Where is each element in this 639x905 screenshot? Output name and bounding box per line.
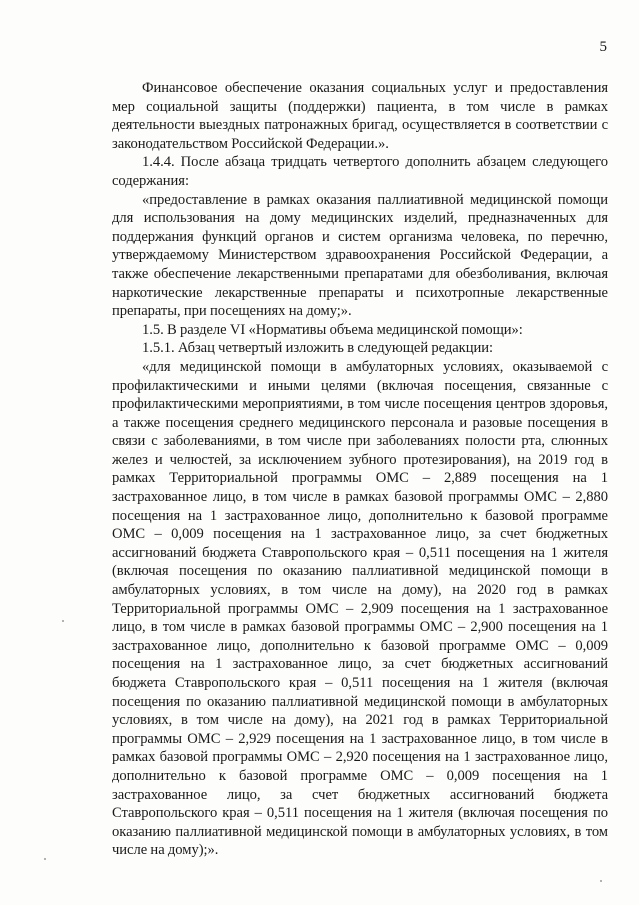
paragraph-1-4-4: 1.4.4. После абзаца тридцать четвертого дополнить абзацем следующего содержания:	[112, 154, 608, 189]
paragraph-1-5: 1.5. В разделе VI «Нормативы объема медицинской помощи»:	[142, 321, 523, 338]
scan-speck	[62, 620, 64, 622]
paragraph-1-5-1: 1.5.1. Абзац четвертый изложить в следующей редакции:	[142, 340, 493, 357]
document-body	[112, 79, 608, 860]
paragraph-palliative-supply: «предоставление в рамках оказания паллиативной медицинской помощи для использования на дому медицинских изделий, предназначенных для поддержания функций органов и систем организма человека, по перечню, утверждаемому Министерством здравоохранения Российской Федерации, а также обеспечение лекарственными препаратами для обезболивания, включая наркотические лекарственные препараты и психотропные лекарственные препараты, при посещениях на дому;».	[112, 191, 608, 320]
scan-speck	[44, 858, 46, 860]
page-number: 5	[599, 39, 607, 55]
paragraph-financing: Финансовое обеспечение оказания социальных услуг и предоставления мер социальной защиты (поддержки) пациента, в том числе в рамках деятельности выездных патронажных бригад, осуществляется в соответствии с законодательством Российской Федерации.».	[112, 80, 608, 152]
scan-speck	[600, 880, 602, 882]
paragraph-norms-ambulatory: «для медицинской помощи в амбулаторных условиях, оказываемой с профилактическими и иными целями (включая посещения, связанные с профилактическими мероприятиями, в том числе посещения центров здоровья, а также посещения среднего медицинского персонала и разовые посещения в связи с заболеваниями, в том числе при заболеваниях полости рта, слюнных желез и челюстей, за исключением зубного протезирования), на 2019 год в рамках Территориальной программы ОМС – 2,889 посещения на 1 застрахованное лицо, в том числе в рамках базовой программы ОМС – 2,880 посещения на 1 застрахованное лицо, дополнительно к базовой программе ОМС – 0,009 посещения на 1 застрахованное лицо, за счет бюджетных ассигнований бюджета Ставропольского края – 0,511 посещения на 1 жителя (включая посещения по оказанию паллиативной медицинской помощи в амбулаторных условиях, в том числе на дому), на 2020 год в рамках Территориальной программы ОМС – 2,909 посещения на 1 застрахованное лицо, в том числе в рамках базовой программы ОМС – 2,900 посещения на 1 застрахованное лицо, дополнительно к базовой программе ОМС – 0,009 посещения на 1 застрахованное лицо, за счет бюджетных ассигнований бюджета Ставропольского края – 0,511 посещения на 1 жителя (включая посещения по оказанию паллиативной медицинской помощи в амбулаторных условиях, в том числе на дому), на 2021 год в рамках Территориальной программы ОМС – 2,929 посещения на 1 застрахованное лицо, в том числе в рамках базовой программы ОМС – 2,920 посещения на 1 застрахованное лицо, дополнительно к базовой программе ОМС – 0,009 посещения на 1 застрахованное лицо, за счет бюджетных ассигнований бюджета Ставропольского края – 0,511 посещения на 1 жителя (включая посещения по оказанию паллиативной медицинской помощи в амбулаторных условиях, в том числе на дому);».	[112, 358, 608, 859]
